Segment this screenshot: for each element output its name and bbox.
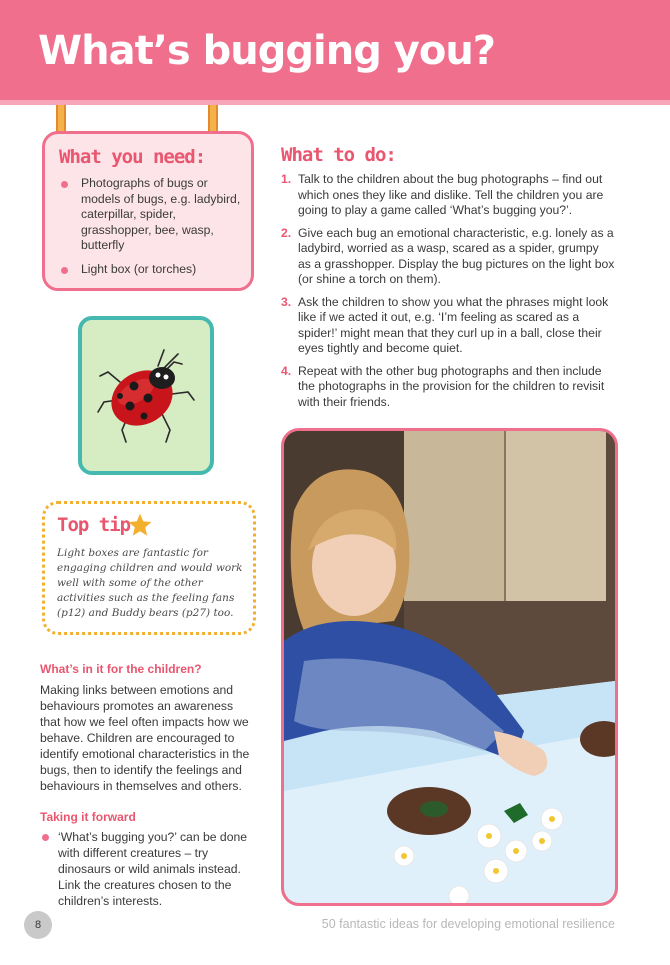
page-title: What’s bugging you? (38, 28, 495, 74)
photo-illustration (284, 431, 615, 903)
what-you-need-box (42, 131, 254, 291)
what-to-do-heading: What to do: (281, 144, 396, 166)
step-text: Ask the children to show you what the phrases might look like if we acted it out, e.g. ‘I’m feeling as scared as a spider!’ might mean that they curl up in a ball, close their eyes tightly and become quiet. (298, 294, 609, 355)
star-icon (127, 512, 153, 538)
header-stripe (0, 100, 670, 105)
steps-list (281, 172, 615, 417)
children-benefit-heading: What’s in it for the children? (40, 662, 202, 676)
list-item: Photographs of bugs or models of bugs, e.g. ladybird, caterpillar, spider, grasshopper, bee, wasp, butterfly (59, 176, 245, 254)
step-number: 4. (281, 363, 292, 378)
footer-book-title: 50 fantastic ideas for developing emotional resilience (321, 917, 615, 931)
step-text: Repeat with the other bug photographs and then include the photographs in the provision for the children to revisit with their friends. (298, 363, 605, 409)
top-tip-text: Light boxes are fantastic for engaging children and would work well with some of the other activities such as the feeling fans (p12) and Buddy bears (p27) too. (57, 547, 243, 619)
step-item (281, 295, 615, 357)
list-item: Light box (or torches) (59, 262, 245, 278)
step-item (281, 172, 615, 219)
what-you-need-list (59, 176, 245, 285)
step-number: 1. (281, 172, 292, 186)
children-benefit-text: Making links between emotions and behaviours promotes an awareness that how we feel often impacts how we behave. Children are encouraged to identify emotional characteristics in the bugs, then to identify the feelings and behaviours in themselves and others. (40, 683, 250, 793)
box-hanger-right (208, 105, 218, 132)
step-text: Give each bug an emotional characteristic, e.g. lonely as a ladybird, worried as a wasp, scared as a spider, grumpy as a grasshopper. Display the bug pictures on the light box (or shine a torch on them). (298, 225, 615, 286)
step-item (281, 226, 615, 288)
taking-forward-heading: Taking it forward (40, 810, 136, 824)
step-text: Talk to the children about the bug photographs – find out which ones they like and dislike. Tell the children you are going to play a game called ‘What’s bugging you?’. (298, 172, 604, 217)
ladybird-image (92, 342, 200, 450)
top-tip-box (42, 501, 256, 635)
step-item (281, 364, 615, 411)
ladybird-picture-frame (78, 316, 214, 475)
top-tip-heading: Top tip (57, 514, 131, 536)
taking-forward-text: ‘What’s bugging you?’ can be done with different creatures – try dinosaurs or wild animals instead. Link the creatures chosen to the children’s interests. (40, 829, 258, 909)
step-number: 2. (281, 225, 292, 240)
box-hanger-left (56, 105, 66, 132)
child-lightbox-photo (281, 428, 618, 906)
what-you-need-heading: What you need: (59, 146, 206, 168)
page-number: 8 (24, 911, 52, 939)
step-number: 3. (281, 294, 292, 309)
